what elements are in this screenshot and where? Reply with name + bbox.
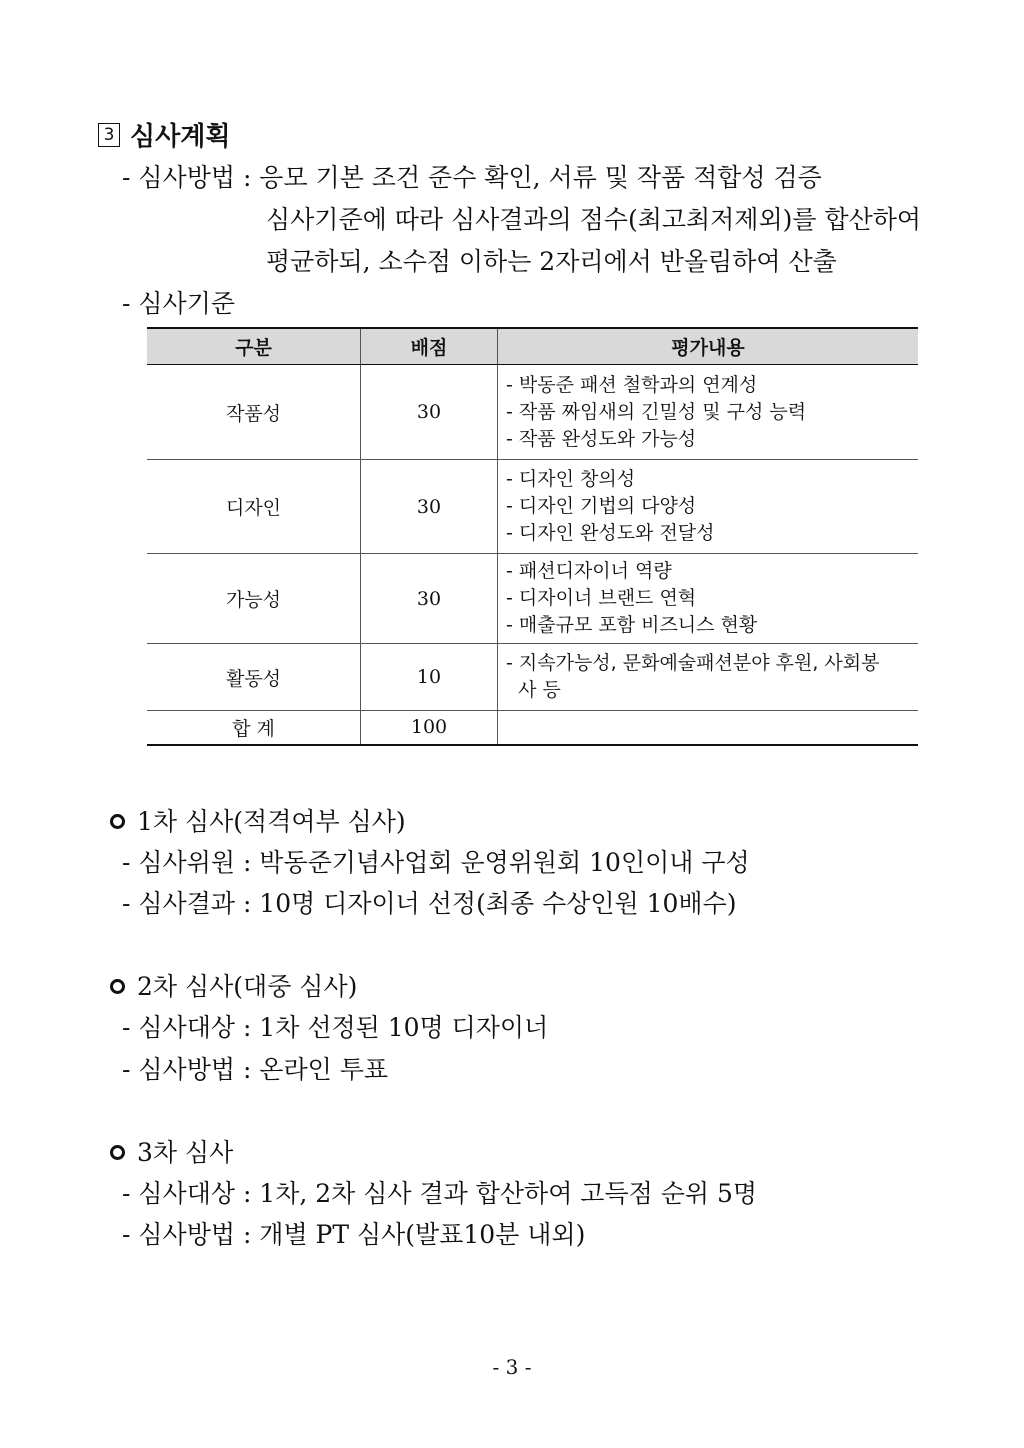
criteria-label: - 심사기준 bbox=[122, 289, 235, 318]
row-content bbox=[498, 644, 919, 711]
round-3-line-1: - 심사대상 : 1차, 2차 심사 결과 합산하여 고득점 순위 5명 bbox=[122, 1179, 758, 1208]
round-1-line-1: - 심사위원 : 박동준기념사업회 운영위원회 10인이내 구성 bbox=[122, 848, 750, 877]
row-content bbox=[498, 365, 919, 460]
content-item: - 디자인 창의성 bbox=[506, 468, 636, 490]
row-category: 작품성 bbox=[147, 365, 361, 460]
content-item: - 작품 완성도와 가능성 bbox=[506, 427, 697, 450]
row-category: 디자인 bbox=[147, 460, 361, 554]
method-continuation-2: 평균하되, 소수점 이하는 2자리에서 반올림하여 산출 bbox=[266, 247, 837, 276]
content-item: - 패션디자이너 역량 bbox=[506, 560, 672, 582]
method-line: - 심사방법 : 응모 기본 조건 준수 확인, 서류 및 작품 적합성 검증 bbox=[122, 163, 822, 192]
row-category: 가능성 bbox=[147, 554, 361, 644]
content-item: 사 등 bbox=[506, 679, 561, 701]
table-header-row bbox=[147, 328, 918, 365]
round-3-line-2: - 심사방법 : 개별 PT 심사(발표10분 내외) bbox=[122, 1220, 586, 1249]
round-1-title bbox=[110, 802, 406, 838]
round-3-title bbox=[110, 1133, 233, 1169]
header-content: 평가내용 bbox=[498, 328, 919, 365]
section-heading bbox=[98, 116, 230, 153]
total-score: 100 bbox=[361, 711, 498, 745]
table-total-row bbox=[147, 711, 918, 745]
header-category: 구분 bbox=[147, 328, 361, 365]
hollow-circle-bullet-icon bbox=[110, 1145, 125, 1160]
table-row bbox=[147, 460, 918, 554]
hollow-circle-bullet-icon bbox=[110, 979, 125, 994]
content-item: - 작품 짜임새의 긴밀성 및 구성 능력 bbox=[506, 400, 807, 423]
table-row bbox=[147, 365, 918, 460]
row-content bbox=[498, 554, 919, 644]
content-item: - 박동준 패션 철학과의 연계성 bbox=[506, 373, 758, 396]
method-continuation-1: 심사기준에 따라 심사결과의 점수(최고최저제외)를 합산하여 bbox=[266, 205, 922, 234]
total-label: 합 계 bbox=[147, 711, 361, 745]
hollow-circle-bullet-icon bbox=[110, 814, 125, 829]
round-title-text: 3차 심사 bbox=[137, 1138, 234, 1167]
section-title: 심사계획 bbox=[130, 122, 231, 152]
round-title-text: 1차 심사(적격여부 심사) bbox=[137, 807, 406, 836]
content-item: - 지속가능성, 문화예술패션분야 후원, 사회봉 bbox=[506, 652, 880, 674]
criteria-table bbox=[147, 327, 918, 746]
content-item: - 디자이너 브랜드 연혁 bbox=[506, 587, 697, 609]
header-score: 배점 bbox=[361, 328, 498, 365]
page-number: - 3 - bbox=[492, 1355, 532, 1379]
row-category: 활동성 bbox=[147, 644, 361, 711]
round-1-line-2: - 심사결과 : 10명 디자이너 선정(최종 수상인원 10배수) bbox=[122, 889, 737, 918]
table-row bbox=[147, 554, 918, 644]
table-row bbox=[147, 644, 918, 711]
content-item: - 디자인 완성도와 전달성 bbox=[506, 522, 715, 544]
round-title-text: 2차 심사(대중 심사) bbox=[137, 972, 358, 1001]
round-2-title bbox=[110, 967, 357, 1003]
content-item: - 매출규모 포함 비즈니스 현황 bbox=[506, 614, 758, 636]
row-score: 30 bbox=[361, 554, 498, 644]
content-item: - 디자인 기법의 다양성 bbox=[506, 495, 697, 517]
row-score: 30 bbox=[361, 460, 498, 554]
section-number-box: 3 bbox=[98, 123, 120, 147]
row-score: 10 bbox=[361, 644, 498, 711]
row-content bbox=[498, 460, 919, 554]
round-2-line-1: - 심사대상 : 1차 선정된 10명 디자이너 bbox=[122, 1013, 549, 1042]
row-score: 30 bbox=[361, 365, 498, 460]
round-2-line-2: - 심사방법 : 온라인 투표 bbox=[122, 1055, 389, 1084]
total-content-empty bbox=[498, 711, 919, 745]
